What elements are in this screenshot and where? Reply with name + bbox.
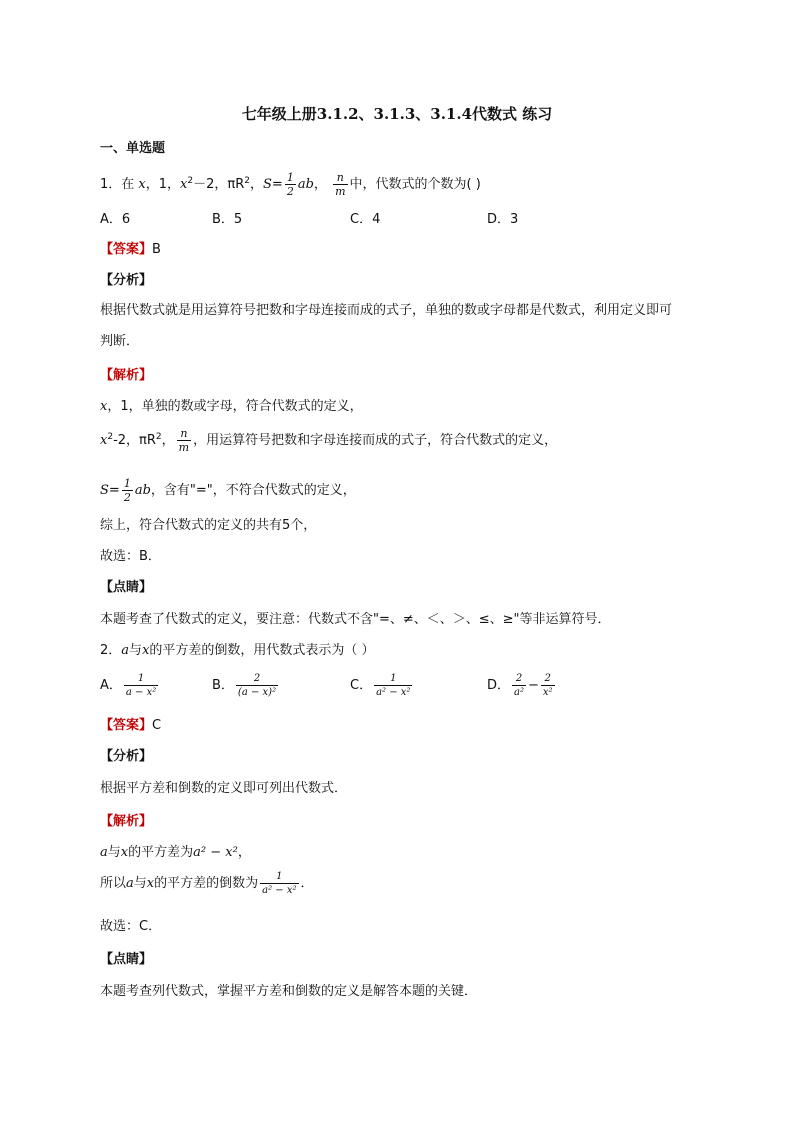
q2-comment-tag: 【点睛】: [100, 952, 153, 967]
fraction-one-half: $\frac{1}{2}$: [123, 477, 131, 504]
q1-analysis-tag: 【分析】: [100, 273, 153, 288]
q2-option-a: A． $\frac{1}{\text{a − x²}}$: [100, 673, 157, 698]
q2-option-b: B． $\frac{2}{\text{(a − x)²}}$: [212, 673, 277, 698]
q1-comment-tag: 【点睛】: [100, 580, 153, 595]
q1-option-b: B．5: [212, 212, 243, 227]
q1-solution-tag: 【解析】: [100, 368, 153, 383]
q1-solution-line-4: 综上，符合代数式的定义的共有5个，: [100, 518, 317, 533]
q2-solution-tag: 【解析】: [100, 814, 153, 829]
q1-option-d: D．3: [487, 212, 519, 227]
q2-analysis-tag: 【分析】: [100, 749, 153, 764]
q2-option-c: C． $\frac{1}{\text{a² − x²}}$: [350, 673, 411, 698]
q2-analysis-text: 根据平方差和倒数的定义即可列出代数式．: [100, 781, 348, 796]
question-1-stem: 1．在 x，1，$x^2-2$，$\pi R^2$，S= $\frac{1}{2}$ ab， $\frac{n}{m}$ 中，代数式的个数为( ): [100, 171, 481, 198]
q1-analysis-text-1: 根据代数式就是用运算符号把数和字母连接而成的式子，单独的数或字母都是代数式，利用定义即可: [100, 303, 673, 318]
q2-solution-line-2: 所以a与x的平方差的倒数为 $\frac{1}{\text{a² − x²}}$ ．: [100, 871, 314, 896]
q2-solution-line-3: 故选：C．: [100, 919, 162, 934]
q1-analysis-text-2: 判断．: [100, 334, 140, 349]
fraction-n-over-m: $\frac{n}{m}$: [335, 171, 346, 198]
q1-solution-line-2: $x^2-2$，$\pi R^2$， $\frac{n}{m}$ ，用运算符号把数和字母连接而成的式子，符合代数式的定义，: [100, 427, 558, 454]
q2-option-d: D． $\frac{2}{\text{a²}}$ − $\frac{2}{\text{x²}}$: [487, 673, 553, 698]
section-heading: 一、单选题: [100, 141, 166, 156]
q1-solution-line-1: x，1，单独的数或字母，符合代数式的定义，: [100, 399, 363, 414]
q1-option-c: C．4: [350, 212, 381, 227]
fraction-n-over-m: $\frac{n}{m}$: [178, 427, 190, 454]
q1-solution-line-5: 故选：B．: [100, 549, 161, 564]
q2-comment-text: 本题考查列代数式，掌握平方差和倒数的定义是解答本题的关键．: [100, 984, 478, 999]
q2-answer: 【答案】C: [100, 718, 162, 733]
q1-comment-text: 本题考查了代数式的定义，要注意：代数式不含"=、≠、＜、＞、≤、≥"等非运算符号．: [100, 612, 611, 627]
q2-solution-line-1: a与x的平方差为a² − x²，: [100, 845, 251, 860]
fraction-one-half: $\frac{1}{2}$: [286, 171, 294, 198]
question-2-stem: 2．a与x的平方差的倒数，用代数式表示为（ ）: [100, 643, 375, 658]
q1-option-a: A．6: [100, 212, 131, 227]
q1-solution-line-3: S= $\frac{1}{2}$ ab，含有"="，不符合代数式的定义，: [100, 477, 356, 504]
q1-answer: 【答案】B: [100, 242, 161, 257]
page-title: 七年级上册3.1.2、3.1.3、3.1.4代数式 练习: [241, 105, 553, 123]
